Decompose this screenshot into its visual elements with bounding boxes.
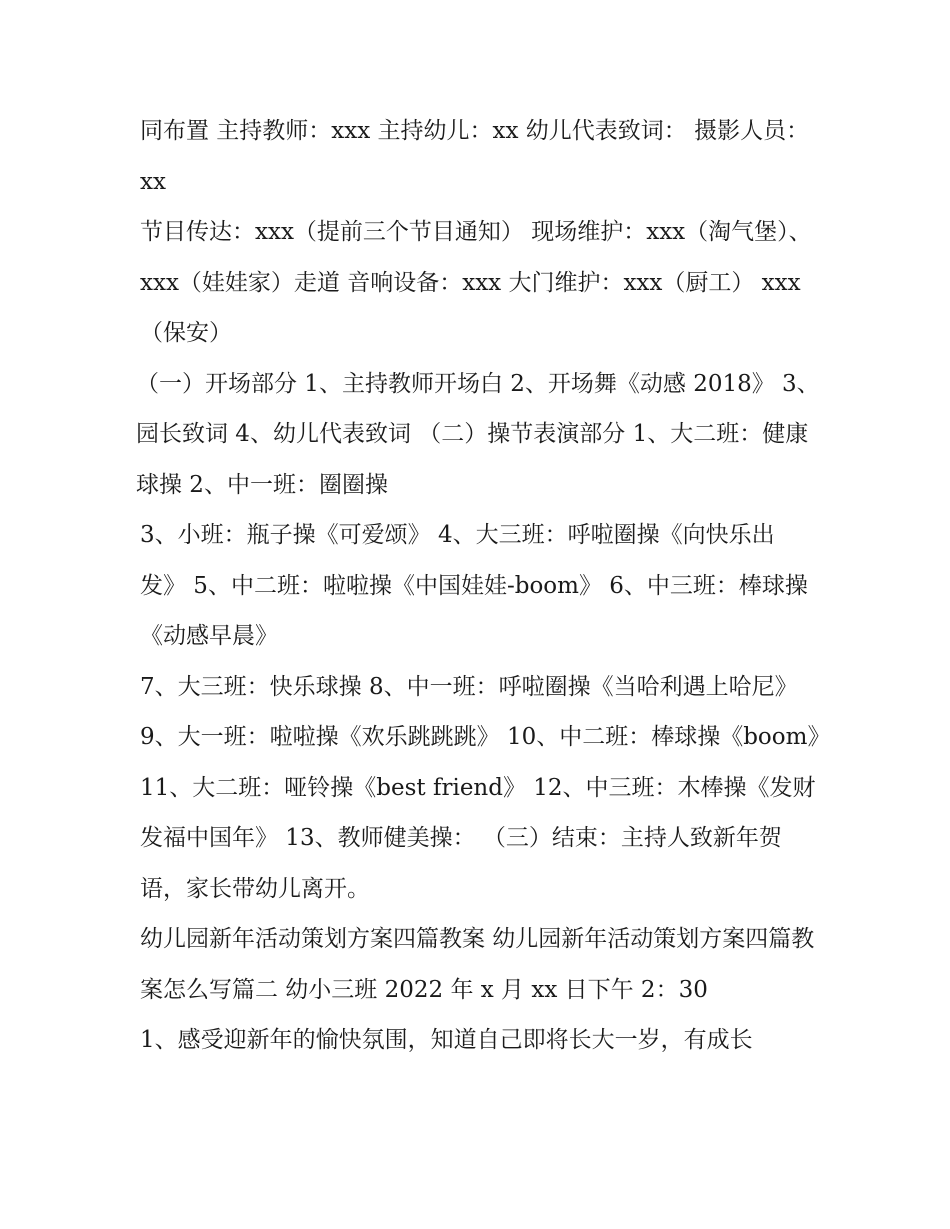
paragraph-staff-duties: 节目传达：xxx（提前三个节目通知） 现场维护：xxx（淘气堡）、xxx（娃娃家）走道 音响设备：xxx 大门维护：xxx（厨工） xxx（保安） bbox=[140, 219, 812, 346]
paragraph-program-items-11-end: 11、大二班：哑铃操《best friend》 12、中三班：木棒操《发财发福中国年》 13、教师健美操： （三）结束：主持人致新年贺语，家长带幼儿离开。 bbox=[140, 774, 816, 902]
paragraph-staff-roles: 同布置 主持教师：xxx 主持幼儿：xx 幼儿代表致词： 摄影人员：xx bbox=[140, 118, 810, 195]
paragraph-plan-title: 幼儿园新年活动策划方案四篇教案 幼儿园新年活动策划方案四篇教案怎么写篇二 幼小三班 2022 年 x 月 xx 日下午 2：30 bbox=[140, 926, 815, 1003]
paragraph-program-opening: （一）开场部分 1、主持教师开场白 2、开场舞《动感 2018》 3、园长致词 4、幼儿代表致词 （二）操节表演部分 1、大二班：健康球操 2、中一班：圈圈操 bbox=[136, 370, 820, 498]
paragraph-program-items-3-6: 3、小班：瓶子操《可爱颂》 4、大三班：呼啦圈操《向快乐出发》 5、中二班：啦啦操《中国娃娃-boom》 6、中三班：棒球操《动感早晨》 bbox=[140, 522, 808, 649]
document-body bbox=[136, 106, 831, 1066]
paragraph-program-items-7-10: 7、大三班：快乐球操 8、中一班：呼啦圈操《当哈利遇上哈尼》 9、大一班：啦啦操《欢乐跳跳跳》 10、中二班：棒球操《boom》 bbox=[140, 673, 831, 750]
paragraph-objective: 1、感受迎新年的愉快氛围，知道自己即将长大一岁，有成长 bbox=[140, 1027, 753, 1053]
